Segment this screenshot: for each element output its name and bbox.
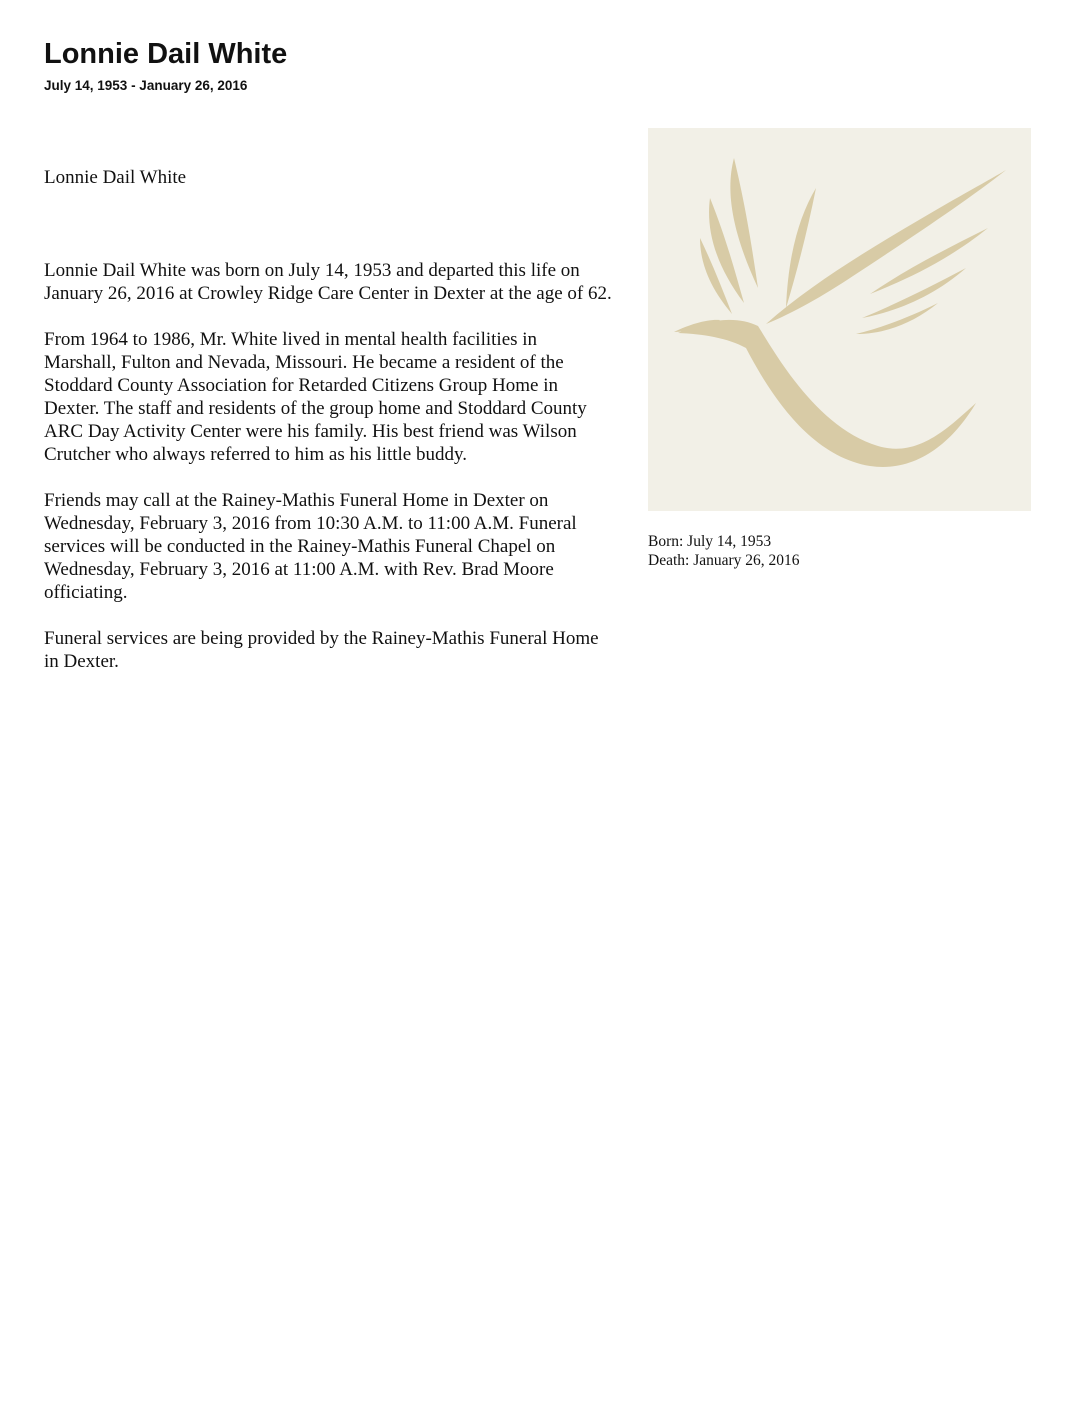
- dove-icon: [648, 128, 1031, 511]
- memorial-image: [648, 128, 1031, 511]
- date-range: July 14, 1953 - January 26, 2016: [44, 78, 248, 93]
- paragraph-visitation: Friends may call at the Rainey-Mathis Funeral Home in Dexter on Wednesday, February 3, 2016 from 10:30 A.M. to 11:00 A.M. Funeral services will be conducted in the Rainey-Mathis Funeral Chapel on Wednesday, February 3, 2016 at 11:00 A.M. with Rev. Brad Moore officiating.: [44, 490, 577, 603]
- page-title: Lonnie Dail White: [44, 38, 288, 70]
- death-date: Death: January 26, 2016: [648, 552, 800, 569]
- paragraph-birth-death: Lonnie Dail White was born on July 14, 1953 and departed this life on January 26, 2016 at Crowley Ridge Care Center in Dexter at the age of 62.: [44, 260, 612, 304]
- paragraph-services: Funeral services are being provided by the Rainey-Mathis Funeral Home in Dexter.: [44, 628, 599, 672]
- obituary-body: [44, 166, 614, 696]
- subject-name: Lonnie Dail White: [44, 167, 187, 188]
- born-date: Born: July 14, 1953: [648, 533, 772, 550]
- vital-dates: [648, 532, 800, 570]
- paragraph-life: From 1964 to 1986, Mr. White lived in mental health facilities in Marshall, Fulton and Nevada, Missouri. He became a resident of the Stoddard County Association for Retarded Citizens Group Home in Dexter. The staff and residents of the group home and Stoddard County ARC Day Activity Center were his family. His best friend was Wilson Crutcher who always referred to him as his little buddy.: [44, 329, 587, 465]
- obituary-header: [44, 36, 287, 95]
